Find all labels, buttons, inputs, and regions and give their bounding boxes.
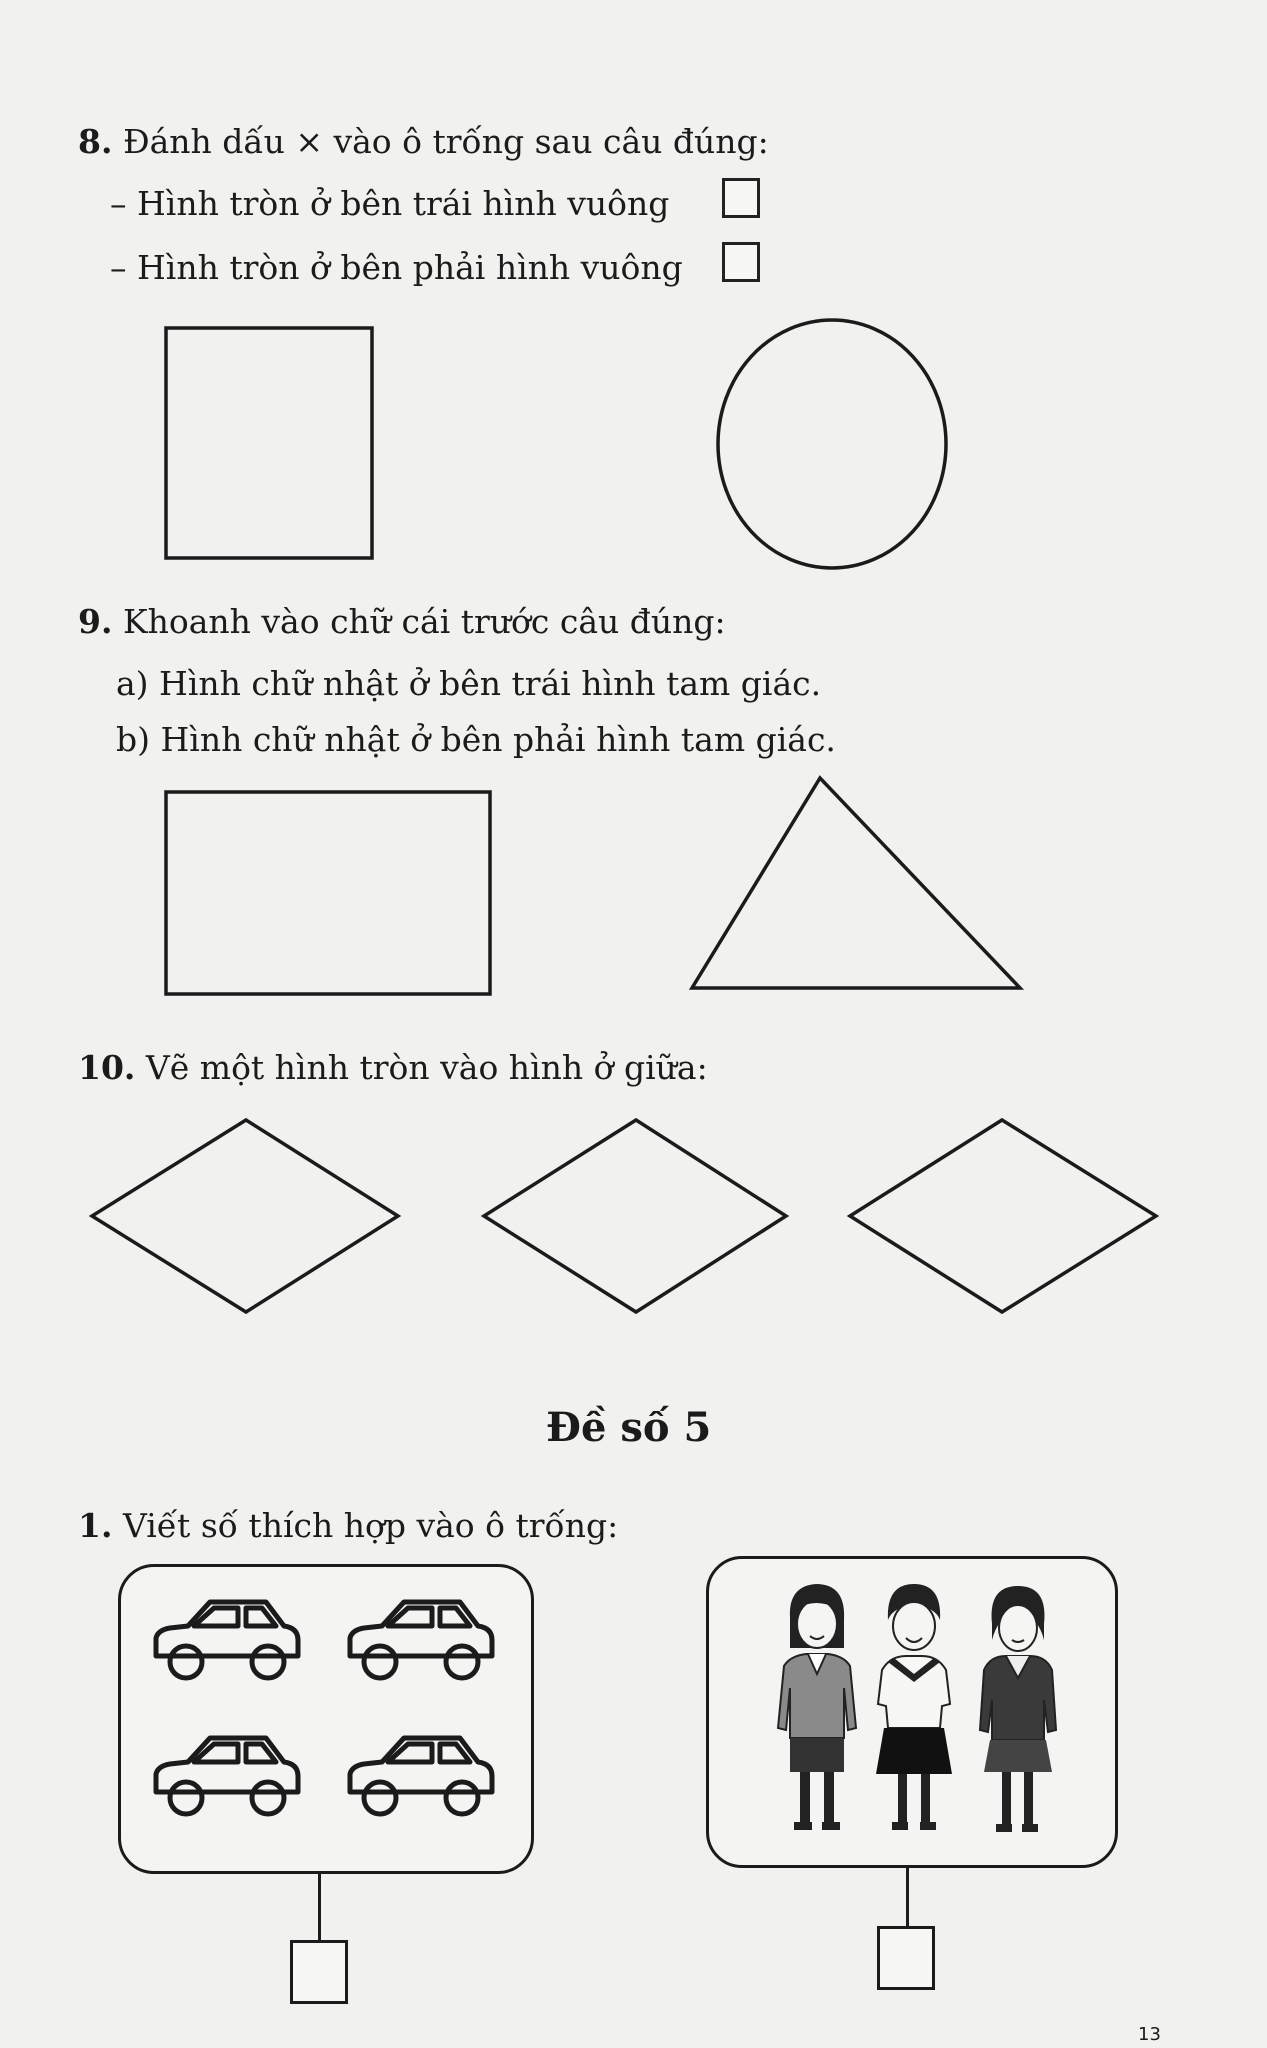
q10-number: 10.: [78, 1048, 136, 1087]
q10-prompt: Vẽ một hình tròn vào hình ở giữa:: [145, 1048, 708, 1087]
diamond-right: [850, 1120, 1156, 1312]
q9-option-b[interactable]: b) Hình chữ nhật ở bên phải hình tam giác.: [116, 720, 836, 759]
q8-prompt: Đánh dấu × vào ô trống sau câu đúng:: [122, 122, 769, 161]
students-answer-box[interactable]: [877, 1926, 935, 1990]
cars-answer-box[interactable]: [290, 1940, 348, 2004]
car-icon: [148, 1730, 304, 1826]
q1-heading: [78, 1506, 618, 1545]
car-icon: [342, 1594, 498, 1690]
diamond-middle: [484, 1120, 786, 1312]
cars-stem: [318, 1874, 321, 1940]
q9-prompt: Khoanh vào chữ cái trước câu đúng:: [122, 602, 726, 641]
section-title: Đề số 5: [546, 1404, 712, 1451]
page-number: 13: [1138, 2024, 1161, 2045]
q9-option-a[interactable]: a) Hình chữ nhật ở bên trái hình tam giác.: [116, 664, 822, 703]
student-icon: [866, 1578, 962, 1844]
car-icon: [148, 1594, 304, 1690]
q1-number: 1.: [78, 1506, 113, 1545]
q1-prompt: Viết số thích hợp vào ô trống:: [122, 1506, 619, 1545]
student-icon: [770, 1578, 866, 1844]
students-stem: [906, 1868, 909, 1926]
q8-option-2: – Hình tròn ở bên phải hình vuông: [110, 248, 683, 287]
q8-number: 8.: [78, 122, 113, 161]
q9-number: 9.: [78, 602, 113, 641]
q8-option-1: – Hình tròn ở bên trái hình vuông: [110, 184, 670, 223]
student-icon: [972, 1580, 1064, 1844]
car-icon: [342, 1730, 498, 1826]
diamond-left: [92, 1120, 398, 1312]
